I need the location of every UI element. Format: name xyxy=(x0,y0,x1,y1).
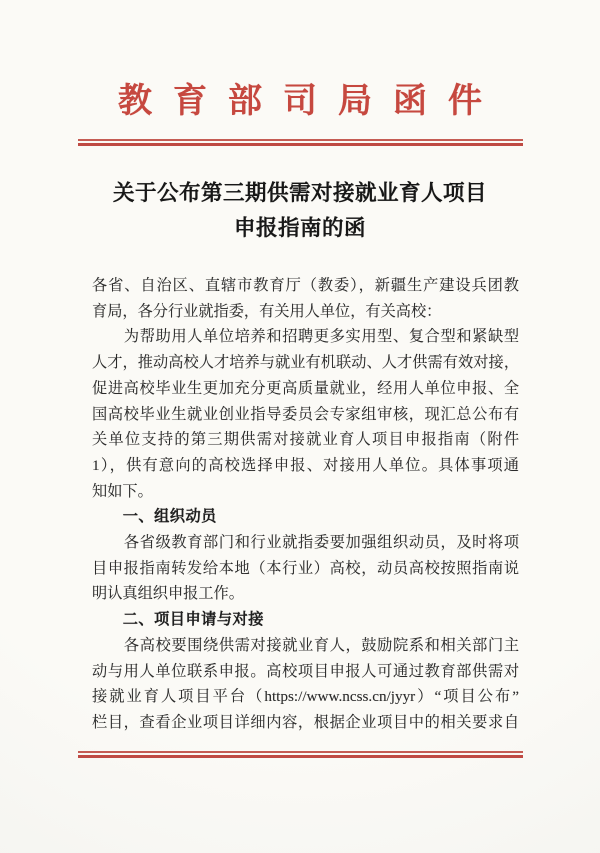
section-heading: 二、项目申请与对接 xyxy=(122,611,264,629)
footer-rule-thin-line xyxy=(78,751,523,753)
document-title xyxy=(0,176,600,246)
body-line: 各省、自治区、直辖市教育厅（教委），新疆生产建设兵团教 xyxy=(92,277,519,294)
header-rule-thick-line xyxy=(78,143,523,147)
body-line: 知如下。 xyxy=(92,482,153,500)
body-line: 1），供有意向的高校选择申报、对接用人单位。具体事项通 xyxy=(92,456,519,474)
header-rule-thin-line xyxy=(78,139,523,141)
footer-red-rule xyxy=(78,751,523,758)
body-line: 各省级教育部门和行业就指委要加强组织动员，及时将项 xyxy=(123,534,519,552)
section-heading: 一、组织动员 xyxy=(122,508,217,526)
body-line: 为帮助用人单位培养和招聘更多实用型、复合型和紧缺型 xyxy=(123,328,519,346)
body-line: 关单位支持的第三期供需对接就业育人项目申报指南（附件 xyxy=(92,431,519,449)
body-line: 栏目，查看企业项目详细内容，根据企业项目中的相关要求自 xyxy=(92,713,519,731)
header-red-rule xyxy=(78,139,523,146)
body-line: 动与用人单位联系申报。高校项目申报人可通过教育部供需对 xyxy=(92,662,519,680)
body-line: 人才，推动高校人才培养与就业有机联动、人才供需有效对接， xyxy=(92,354,519,372)
body-line: 明认真组织申报工作。 xyxy=(92,585,244,603)
document-body xyxy=(92,273,519,736)
body-line: 国高校毕业生就业创业指导委员会专家组审核，现汇总公布有 xyxy=(92,405,519,423)
document-title-line-1: 关于公布第三期供需对接就业育人项目 xyxy=(112,181,487,205)
letterhead-title: 教育部司局函件 xyxy=(118,83,503,120)
body-line: 育局，各分行业就指委，有关用人单位，有关高校： xyxy=(92,302,442,320)
document-title-line-2: 申报指南的函 xyxy=(233,216,366,240)
body-line: 各高校要围绕供需对接就业育人，鼓励院系和相关部门主 xyxy=(123,636,519,654)
footer-rule-thick-line xyxy=(78,755,523,759)
body-line: 促进高校毕业生更加充分更高质量就业，经用人单位申报、全 xyxy=(92,379,519,397)
body-line: 接就业育人项目平台（https://www.ncss.cn/jyyr）“项目公布” xyxy=(92,688,519,706)
body-line: 目申报指南转发给本地（本行业）高校，动员高校按照指南说 xyxy=(92,559,519,577)
